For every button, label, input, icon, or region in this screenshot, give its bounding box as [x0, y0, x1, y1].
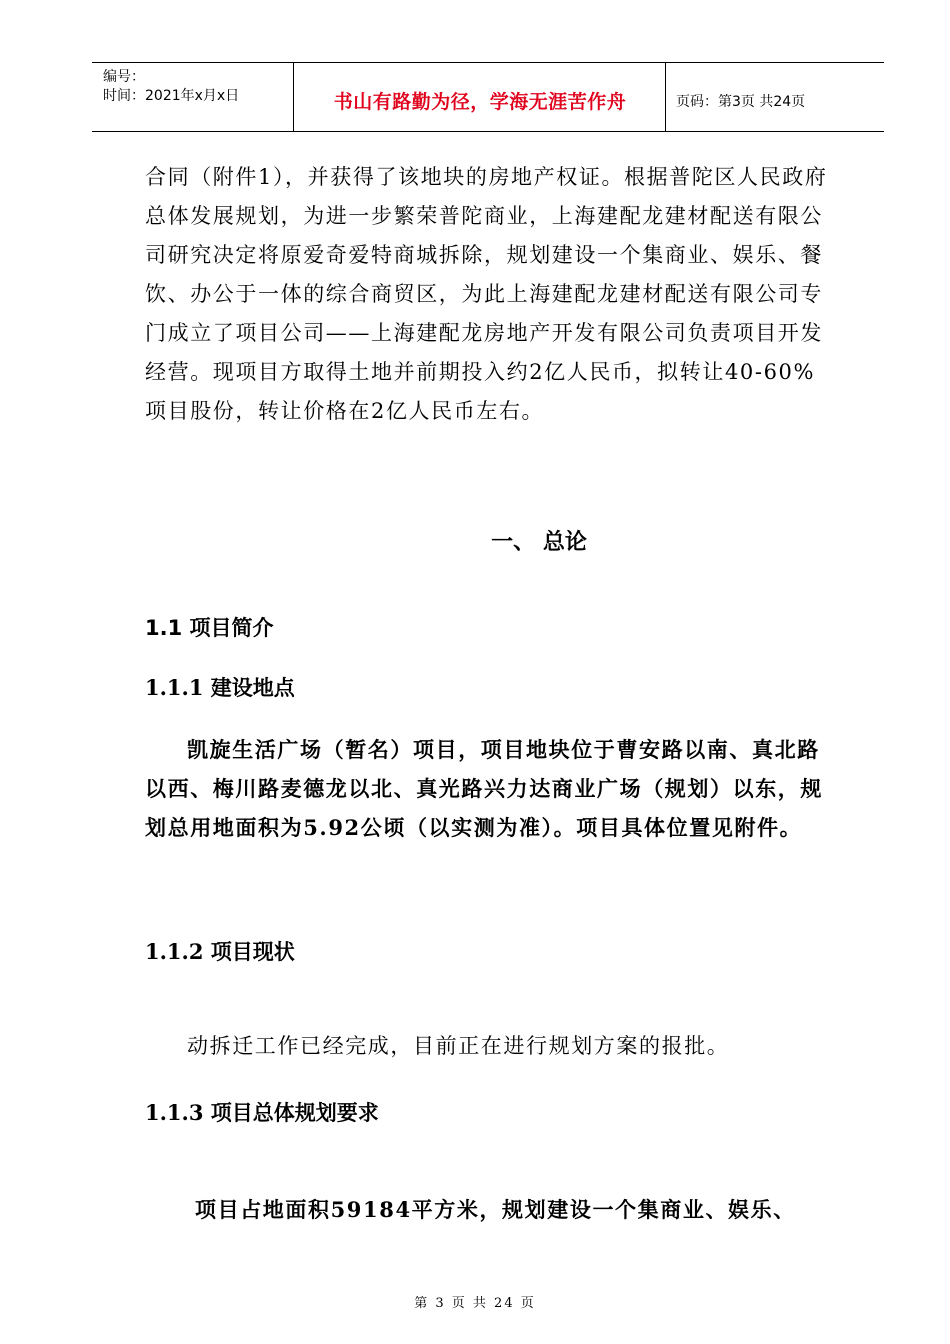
section-heading-1-1-2: 1.1.2 项目现状 — [145, 939, 295, 964]
header-time: 时间：2021年x月x日 — [103, 88, 240, 104]
chapter-title: 一、 总论 — [491, 530, 587, 555]
section-heading-1-1-3: 1.1.3 项目总体规划要求 — [145, 1100, 379, 1125]
section-heading-1-1-1: 1.1.1 建设地点 — [145, 675, 295, 700]
section-heading-1-1: 1.1 项目简介 — [145, 616, 274, 640]
page-header — [92, 62, 884, 132]
status-paragraph: 动拆迁工作已经完成，目前正在进行规划方案的报批。 — [187, 1034, 730, 1058]
planning-paragraph: 项目占地面积59184平方米，规划建设一个集商业、娱乐、 — [195, 1197, 796, 1222]
header-page-cell — [666, 63, 884, 131]
header-motto-cell — [294, 63, 666, 131]
location-paragraph: 凯旋生活广场（暂名）项目，项目地块位于曹安路以南、真北路以西、梅川路麦德龙以北、真光路兴力达商业广场（规划）以东，规划总用地面积为5.92公顷（以实测为准）。项目具体位置见附件。 — [145, 737, 823, 840]
header-page-number: 页码：第3页 共24页 — [676, 94, 806, 110]
page-footer: 第 3 页 共 24 页 — [414, 1296, 536, 1311]
header-meta-cell — [92, 63, 294, 131]
header-number: 编号： — [103, 69, 145, 85]
intro-paragraph: 合同（附件1），并获得了该地块的房地产权证。根据普陀区人民政府总体发展规划，为进一步繁荣普陀商业，上海建配龙建材配送有限公司研究决定将原爱奇爱特商城拆除，规划建设一个集商业、娱乐、餐饮、办公于一体的综合商贸区，为此上海建配龙建材配送有限公司专门成立了项目公司——上海建配龙房地产开发有限公司负责项目开发经营。现项目方取得土地并前期投入约2亿人民币，拟转让40-60%项目股份，转让价格在2亿人民币左右。 — [145, 165, 828, 423]
header-motto: 书山有路勤为径，学海无涯苦作舟 — [333, 91, 627, 113]
